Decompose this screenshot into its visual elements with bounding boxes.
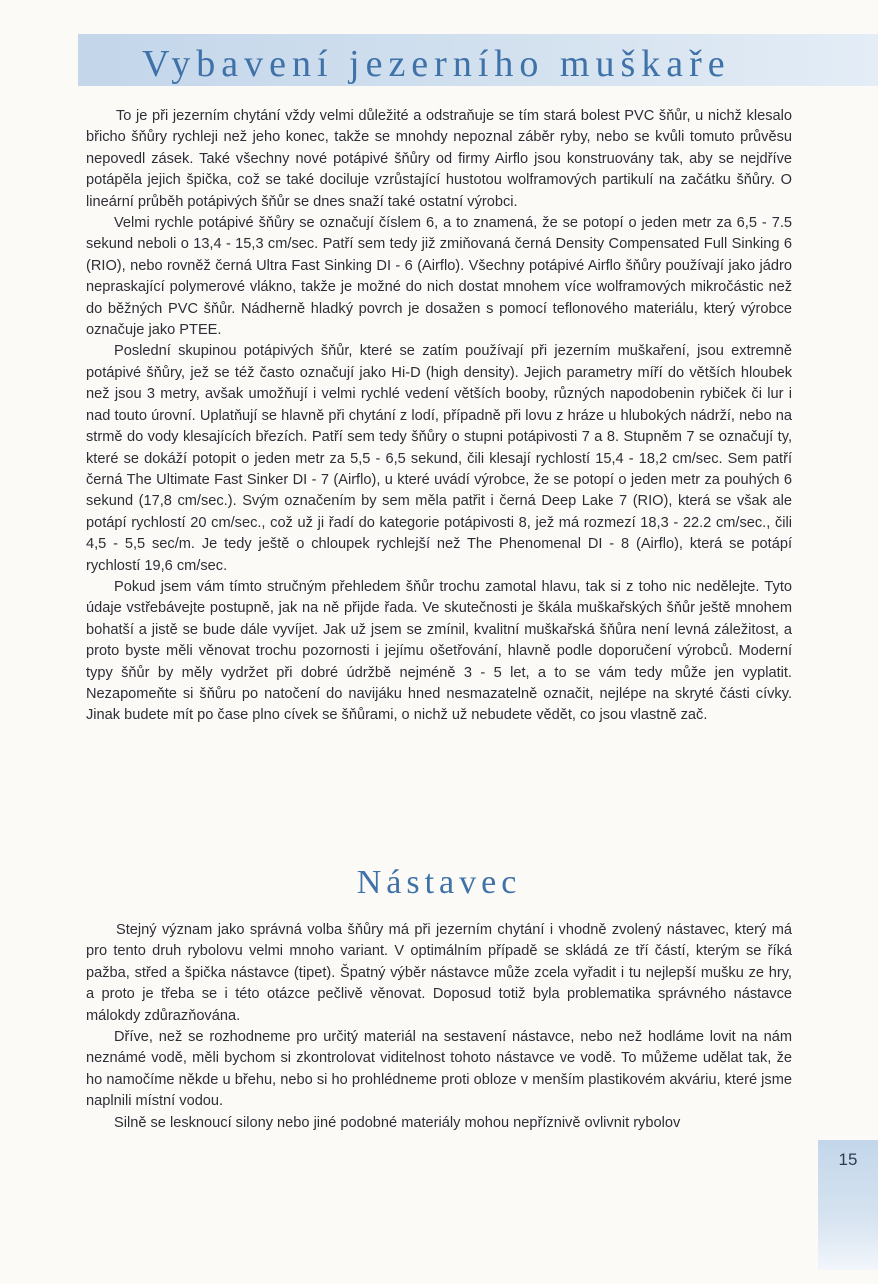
title-band	[78, 34, 878, 86]
paragraph: Silně se lesknoucí silony nebo jiné podobné materiály mohou nepříznivě ovlivnit rybolov	[114, 1114, 681, 1131]
page-number: 15	[838, 1150, 858, 1169]
page-number-tab	[818, 1140, 878, 1270]
chapter-title: Vybavení jezerního muškaře	[142, 43, 731, 85]
section-heading: Nástavec	[356, 864, 522, 901]
paragraph: Stejný význam jako správná volba šňůry má při jezerním chytání i vhodně zvolený nástavec, který má pro tento druh rybolovu velmi mnoho variant. V optimálním případě se skládá ze tří částí, kterým se říká pažba, střed a špička nástavce (tipet). Špatný výběr nástavce může zcela vyřadit i tu nejlepší mušku ze hry, a proto je třeba se i této otázce pečlivě věnovat. Doposud totiž byla problematika správného nástavce málokdy zdůrazňována.	[86, 922, 792, 1024]
paragraph: Dříve, než se rozhodneme pro určitý materiál na sestavení nástavce, nebo než hodláme lovit na nám neznámé vodě, měli bychom si zkontrolovat viditelnost tohoto nástavce ve vodě. To můžeme udělat tak, že ho namočíme někde u břehu, nebo si ho prohlédneme proti obloze v menším plastikovém akváriu, které jsme naplnili místní vodou.	[86, 1029, 792, 1110]
section-body-1	[86, 106, 792, 727]
paragraph: Pokud jsem vám tímto stručným přehledem šňůr trochu zamotal hlavu, tak si z toho nic nedělejte. Tyto údaje vstřebávejte postupně, jak na ně přijde řada. Ve skutečnosti je škála muškařských šňůr ještě mnohem bohatší a jistě se bude dále vyvíjet. Jak už jsem se zmínil, kvalitní muškařská šňůra není levná záležitost, a proto byste měli věnovat trochu pozornosti i jejímu ošetřování, hlavně podle doporučení výrobců. Moderní typy šňůr by měly vydržet při dobré údržbě nejméně 3 - 5 let, a to se vám tedy může jen vyplatit. Nezapomeňte si šňůru po natočení do navijáku hned nesmazatelně označit, nejlépe na skryté části cívky. Jinak budete mít po čase plno cívek se šňůrami, o nichž už nebudete vědět, co jsou vlastně zač.	[86, 578, 792, 724]
paragraph: To je při jezerním chytání vždy velmi důležité a odstraňuje se tím stará bolest PVC šňůr, u nichž klesalo břicho šňůry rychleji než jeho konec, takže se mnohdy nepoznal záběr ryby, nebo se kvůli tomuto průvěsu nepovedl zásek. Také všechny nové potápivé šňůry od firmy Airflo jsou konstruovány tak, aby se nejdříve potápěla jejich špička, což se také dociluje vzrůstající hustotou wolframových partikulí na začátku šňůry. O lineární průběh potápivých šňůr se dnes snaží také ostatní výrobci.	[86, 108, 792, 210]
paragraph: Poslední skupinou potápivých šňůr, které se zatím používají při jezerním muškaření, jsou extremně potápivé šňůry, jež se též často označují jako Hi-D (high density). Jejich parametry míří do větších hloubek než jsou 3 metry, avšak umožňují i velmi rychlé vedení větších booby, různých napodobenin rybiček či lur i nad touto úrovní. Uplatňují se hlavně při chytání z lodí, případně při lovu z hráze u hlubokých nádrží, nebo na strmě do vody klesajících březích. Patří sem tedy šňůry o stupni potápivosti 7 a 8. Stupněm 7 se označují ty, které se dokáží potopit o jeden metr za 5,5 - 6,5 sekund, čili klesají rychlostí 15,4 - 18,2 cm/sec. Sem patří černá The Ultimate Fast Sinker DI - 7 (Airflo), u které uvádí výrobce, že se potopí o jeden metr za pouhých 6 sekund (17,8 cm/sec.). Svým označením by sem měla patřit i černá Deep Lake 7 (RIO), která se však ale potápí rychlostí 20 cm/sec., což už ji řadí do kategorie potápivosti 8, jež má rozmezí 18,3 - 22.2 cm/sec., čili 4,5 - 5,5 sec/m. Je tedy ještě o chloupek rychlejší než The Phenomenal DI - 8 (Airflo), která se potápí rychlostí 19,6 cm/sec.	[86, 343, 792, 574]
section-body-2	[86, 920, 792, 1134]
paragraph: Velmi rychle potápivé šňůry se označují číslem 6, a to znamená, že se potopí o jeden metr za 6,5 - 7.5 sekund neboli o 13,4 - 15,3 cm/sec. Patří sem tedy již zmiňovaná černá Density Compensated Full Sinking 6 (RIO), nebo rovněž černá Ultra Fast Sinking DI - 6 (Airflo). Všechny potápivé Airflo šňůry používají jako jádro nepraskající polymerové vlákno, takže je možné do nich dostat mnohem více wolframových mikročástic než do běžných PVC šňůr. Nádherně hladký povrch je dosažen s pomocí teflonového materiálu, který výrobce označuje jako PTEE.	[86, 215, 792, 339]
